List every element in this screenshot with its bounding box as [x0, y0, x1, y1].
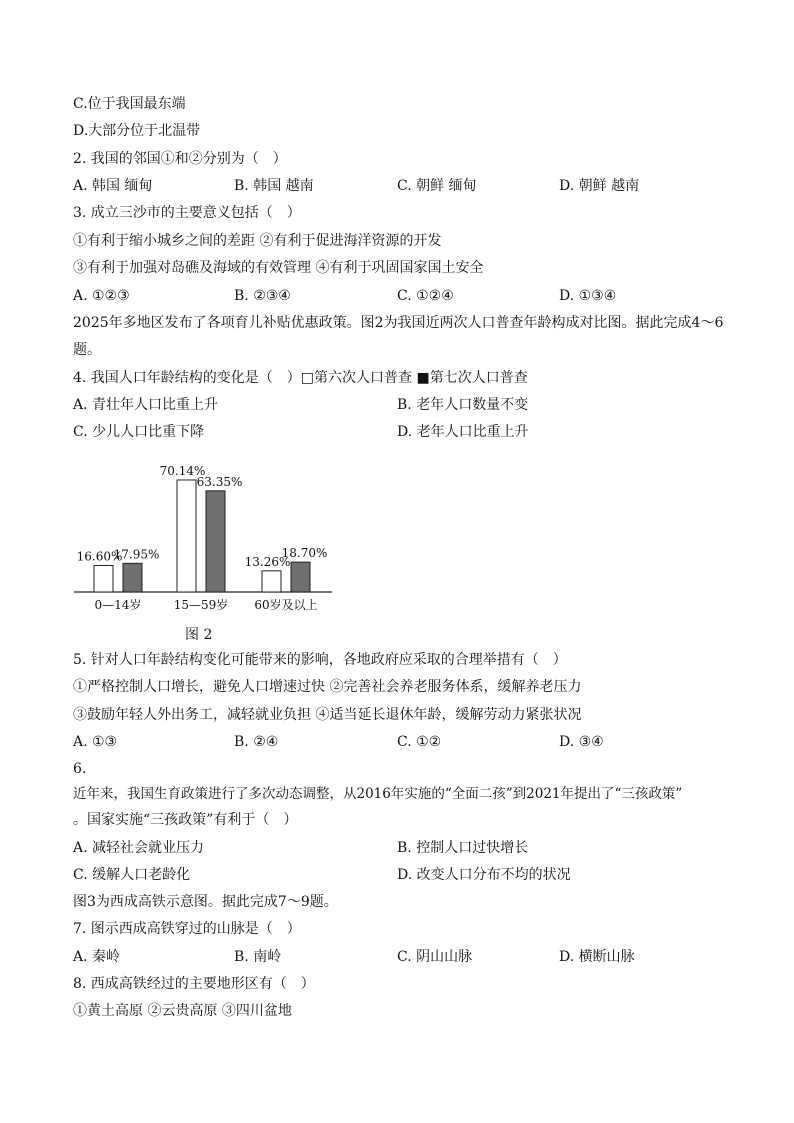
q5-option-a: A. ①③ [73, 734, 118, 750]
category-label-1: 0—14岁 [94, 598, 142, 612]
q7-option-c: C. 阴山山脉 [397, 949, 473, 965]
category-label-3: 60岁及以上 [254, 598, 318, 612]
q6-option-d: D. 改变人口分布不均的状况 [397, 867, 571, 883]
q5-items-line-2: ③鼓励年轻人外出务工，减轻就业负担 ④适当延长退休年龄，缓解劳动力紧张状况 [73, 707, 582, 723]
intro-4-6-line-2: 题。 [73, 342, 101, 358]
intro-4-6-line-1: 2025年多地区发布了各项育儿补贴优惠政策。图2为我国近两次人口普查年龄构成对比图。据此完成4～6 [73, 315, 724, 331]
q3-option-a: A. ①②③ [73, 288, 130, 304]
q3-items-line-2: ③有利于加强对岛礁及海域的有效管理 ④有利于巩固国家国土安全 [73, 260, 484, 276]
data-label-1-2: 70.14% [159, 463, 206, 478]
q3-option-d: D. ①③④ [559, 288, 617, 304]
q6-option-c: C. 缓解人口老龄化 [73, 867, 191, 883]
bar-1-3 [262, 571, 281, 592]
data-label-1-1: 16.60% [76, 549, 123, 564]
question-3: 3. 成立三沙市的主要意义包括（ ） [73, 205, 301, 221]
q7-option-d: D. 横断山脉 [559, 949, 635, 965]
bar-1-2 [177, 480, 196, 592]
q7-option-a: A. 秦岭 [73, 949, 121, 965]
question-7: 7. 图示西成高铁穿过的山脉是（ ） [73, 921, 301, 937]
question-6-line-2: 。国家实施“三孩政策”有利于（ ） [73, 812, 298, 828]
data-label-2-3: 18.70% [281, 546, 328, 561]
question-6-number: 6. [73, 761, 87, 777]
category-label-2: 15—59岁 [173, 598, 229, 612]
question-4: 4. 我国人口年龄结构的变化是（ ）□第六次人口普查 ■第七次人口普查 [73, 370, 528, 386]
question-8: 8. 西成高铁经过的主要地形区有（ ） [73, 976, 315, 992]
q6-option-b: B. 控制人口过快增长 [397, 840, 529, 856]
data-label-2-2: 63.35% [196, 474, 243, 489]
q3-option-b: B. ②③④ [234, 288, 291, 304]
question-6-line-1: 近年来，我国生育政策进行了多次动态调整，从2016年实施的“全面二孩”到2021年提出了“三孩政策” [73, 786, 683, 802]
bar-2-2 [206, 491, 225, 592]
q4-option-c: C. 少儿人口比重下降 [73, 424, 205, 440]
q2-option-a: A. 韩国 缅甸 [73, 178, 153, 194]
q2-option-c: C. 朝鲜 缅甸 [397, 178, 477, 194]
q3-items-line-1: ①有利于缩小城乡之间的差距 ②有利于促进海洋资源的开发 [73, 233, 442, 249]
q5-option-d: D. ③④ [559, 734, 604, 750]
d-option-line: D.大部分位于北温带 [73, 123, 201, 139]
bar-2-1 [123, 563, 142, 592]
population-age-chart [70, 450, 340, 620]
question-2: 2. 我国的邻国①和②分别为（ ） [73, 151, 287, 167]
figure-caption: 图 2 [185, 627, 213, 643]
intro-7-9: 图3为西成高铁示意图。据此完成7～9题。 [73, 894, 338, 910]
q5-option-b: B. ②④ [234, 734, 279, 750]
data-label-2-1: 17.95% [113, 547, 160, 562]
q3-option-c: C. ①②④ [397, 288, 454, 304]
data-label-1-3: 13.26% [244, 554, 291, 569]
q2-option-b: B. 韩国 越南 [234, 178, 314, 194]
q4-option-b: B. 老年人口数量不变 [397, 397, 529, 413]
bar-1-1 [94, 565, 113, 592]
q4-option-d: D. 老年人口比重上升 [397, 424, 529, 440]
c-option-line: C.位于我国最东端 [73, 96, 186, 112]
question-5: 5. 针对人口年龄结构变化可能带来的影响，各地政府应采取的合理举措有（ ） [73, 652, 567, 668]
q2-option-d: D. 朝鲜 越南 [559, 178, 640, 194]
q7-option-b: B. 南岭 [234, 949, 282, 965]
q6-option-a: A. 减轻社会就业压力 [73, 840, 205, 856]
bar-2-3 [291, 562, 310, 592]
q5-items-line-1: ①严格控制人口增长，避免人口增速过快 ②完善社会养老服务体系，缓解养老压力 [73, 679, 582, 695]
q5-option-c: C. ①② [397, 734, 442, 750]
q4-option-a: A. 青壮年人口比重上升 [73, 397, 219, 413]
q8-items: ①黄土高原 ②云贵高原 ③四川盆地 [73, 1003, 292, 1019]
